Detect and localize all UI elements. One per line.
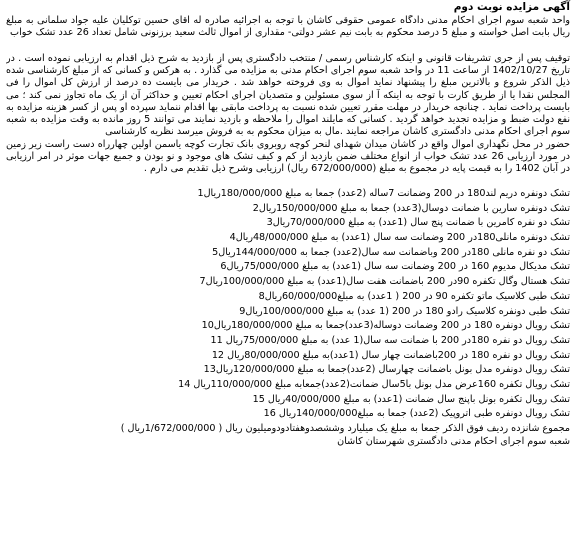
list-item: تشک رویال دو نفره 180 در 200باضمانت چهار سال (1عدد)به مبلغ 80/000/000ریال 12 xyxy=(211,349,570,361)
list-item: تشک دونفره سارین با ضمانت دوسال(3عدد) جمعا به مبلغ 150/000/000ریال2 xyxy=(252,202,570,214)
list-item: تشک هستال وگال تکفره 90در 200 باضمانت هفت سال(1عدد) به مبلغ 100/000/000ریال7 xyxy=(199,276,570,288)
terms-paragraph: توقیف پس از جری تشریفات قانونی و اینکه کارشناس رسمی / منتخب دادگستری پس از بازدید به شرح ذیل اقدام به ارزیابی نموده است . در تاریخ 1402/10/27 از ساعت 11 در واحد شعبه سوم اجرای احکام مدنی به مزایده می گذارد . به هرکس و کسانی که از مبلغ کارشناسی شده ذیل الذکر شروع و بالاترین مبلغ را پیشنهاد نماید اموال به وی فروخته خواهد شد . خریدار می بایست ده درصد از ارزش کل اموال را فی المجلس نقدا یا از طریق کارت با توجه به اینکه آ از سوی مسئولین و متصدیان اجرای احکام تعیین و حداکثر آن از یک ماه تجاوز نمی کند ؛ می بایست پرداخت نماید . چنانچه خریدار در مهلت مقرر تعیین شده نسبت به پرداخت مابقی بها اقدام ننماید سپرده او پس از کسر هزینه مزایده به نفع دولت ضبط و مزایده تجدید خواهد گردید . کسانی که مایلند اموال را ملاحظه و بازدید نمایند می توانند 5 روز مانده به وقت مزایده به شعبه سوم اجرای احکام مدنی دادگستری کاشان مراجعه نمایند .مال به میزان محکوم به به فروش میرسد نظریه کارشناسی xyxy=(6,53,570,138)
notice-title: آگهی مزایده نوبت دوم xyxy=(453,1,570,13)
list-item: تشک رویال تکفره 160عرض مدل بونل با5سال ضمانت(2عدد)جمعابه مبلغ 110/000/000ریال 14 xyxy=(178,378,570,390)
intro-paragraph: واحد شعبه سوم اجرای احکام مدنی دادگاه عمومی حقوقی کاشان با توجه به اجرائیه صادره له آقای حسین توکلیان علیه جواد سلمانی به مبلغ ریال بابت اصل خواسته و مبلغ 5 درصد محکوم به بابت نیم عشر دولتی- مقداری از اموال ثالث سعید برزنونی شامل تعداد 26 عدد تشک خواب xyxy=(6,15,570,39)
appraisal-paragraph: حضور در محل نگهداری اموال واقع در کاشان میدان شهدای لنحر کوچه روبروی بانک تجارت کوچه یاسمن اولین چهارراه دست راست زیر زمین در مورد ارزیابی 26 عدد تشک خواب از انواع مختلف ضمن بازدید از کم و کیف تشک های موجود و نو بودن و جمیع جهات موثر در امر ارزیابی در آبان 1402 را به قیمت پایه در مجموع به مبلغ (672/000/000 ریال) ارزیابی وشرح ذیل تقدیم می دارم . xyxy=(6,139,570,175)
list-item: تشک رویال دونفره طبی اتروپیک (2عدد) جمعا به مبلغ140/000/000ریال 16 xyxy=(263,408,570,420)
list-item: تشک رویال دونفره 180 در 200 وضمانت دوساله(3عدد)جمعا به مبلغ 180/000/000ریال10 xyxy=(201,320,570,332)
list-item: تشک رویال دو نفره 180در 200 با ضمانت سه سال(1 عدد) به مبلغ 75/000/000ریال 11 xyxy=(210,334,570,346)
list-item: تشک طبی دونفره کلاسیک رادو 180 در 200 (1 عدد) به مبلغ 100/000/000ریال9 xyxy=(239,305,570,317)
list-item: تشک رویال دونفره مدل بونل باضمانت چهارسال (2عدد)جمعا به مبلغ 120/000/000ریال13 xyxy=(203,364,570,376)
list-item: تشک دو نفره مانلی 180در 200 وباضمانت سه سال(2عدد) جمعا به 144/000/000ریال5 xyxy=(212,246,570,258)
list-item: تشک دونفره مانلی180در 200 وضمانت سه سال (1عدد) به مبلغ 48/000/000ریال4 xyxy=(229,232,570,244)
list-item: تشک دو نفره کامرین با ضمانت پنج سال (1عدد) به مبلغ 70/000/000ریال3 xyxy=(266,217,570,229)
list-item: تشک دونفره دریم لند180 در 200 وضمانت 7ساله (2عدد) جمعا به مبلغ 180/000/000ریال1 xyxy=(197,188,570,199)
list-item: تشک مدیکال مدیوم 160 در 200 وضمانت سه سال (1عدد) به مبلغ 75/000/000ریال6 xyxy=(220,261,570,273)
total-line: مجموع شانزده ردیف فوق الذکر جمعا به مبلغ یک میلیارد وششصدوهفتادودومیلیون ریال ( 1/672/000/000ریال ) xyxy=(120,423,570,434)
item-list xyxy=(6,187,570,422)
list-item: تشک طبی کلاسیک ماتو تکفره 90 در 200 ( 1عدد) به مبلغ60/000/000ریال8 xyxy=(258,290,570,302)
signature: شعبه سوم اجرای احکام مدنی دادگستری شهرستان کاشان xyxy=(337,436,570,447)
list-item: تشک رویال تکفره بونل باپنج سال ضمانت (1عدد) به مبلغ 40/000/000ریال 15 xyxy=(252,393,570,405)
